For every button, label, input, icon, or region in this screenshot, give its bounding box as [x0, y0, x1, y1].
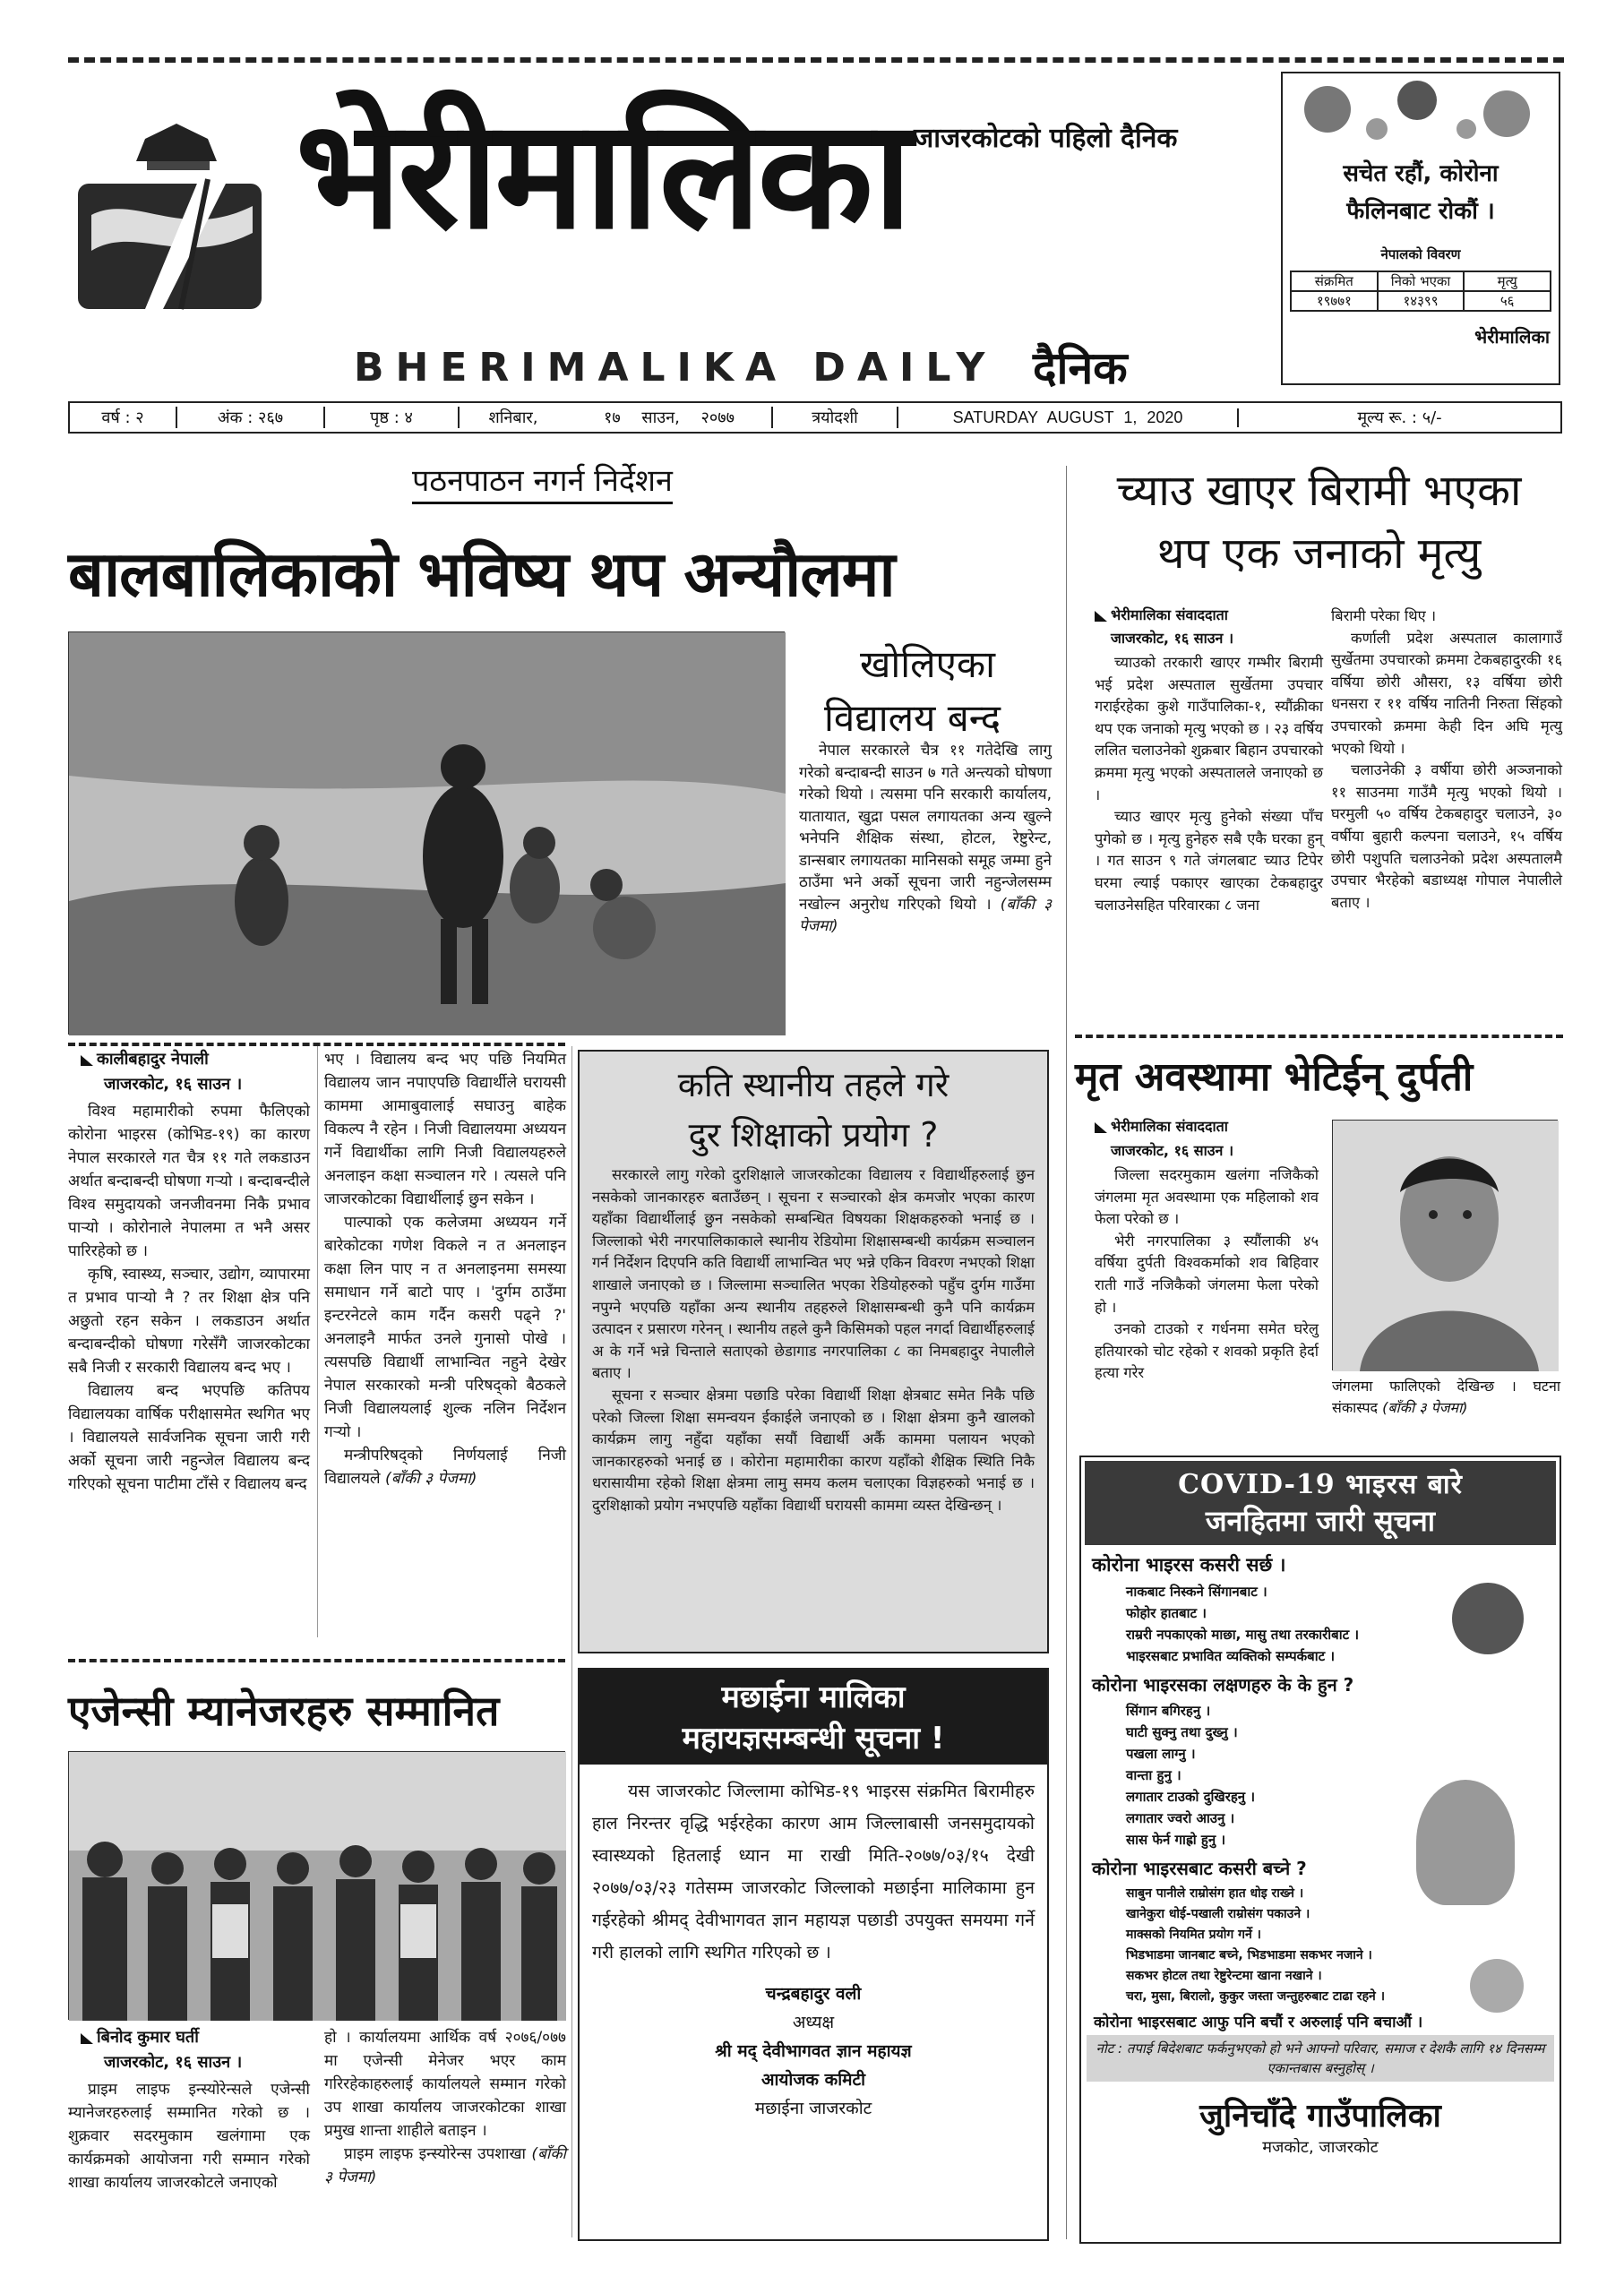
- agency-col2-p2: प्राइम लाइफ इन्स्योरेन्स उपशाखा (बाँकी ३ पेजमा): [324, 2145, 566, 2186]
- covid-ad-final: कोरोना भाइरसबाट आफु पनि बचौं र अरुलाई पनि बचाऔं ।: [1094, 2014, 1423, 2031]
- body-found-text: [1095, 1164, 1319, 1385]
- death-col2-p1: बिरामी परेका थिए ।: [1331, 607, 1437, 624]
- corona-table-heading: नेपालको विवरण: [1380, 246, 1461, 262]
- covid-ad: [1079, 1456, 1561, 2244]
- death-place: जाजरकोट, १६ साउन ।: [1111, 630, 1234, 647]
- notice-sign-org: श्री मद् देवीभागवत ज्ञान महायज्ञ: [715, 2041, 912, 2061]
- face-mask-icon: [1416, 1780, 1515, 1905]
- brand-english: BHERIMALIKA DAILY: [354, 345, 997, 391]
- agency-more[interactable]: (बाँकी ३ पेजमा): [324, 2145, 566, 2186]
- corona-table: [1290, 271, 1551, 312]
- lead-col1-p3: विद्यालय बन्द भएपछि कतिपय विद्यालयका वार्षिक परीक्षासमेत स्थगित भए । विद्यालयले सार्वजनिक सूचना जारी गरी अर्को सूचना जारी नहुन्जेल विद्यालय बन्द गरिएको सूचना पाटीमा टाँसे र विद्यालय बन्द: [68, 1382, 310, 1493]
- brand-title: भेरीमालिका: [296, 87, 909, 262]
- handwash-icon: [1470, 1959, 1524, 2013]
- death-head-2: थप एक जनाको मृत्यु: [1156, 528, 1482, 579]
- remote-p2: सूचना र सञ्चार क्षेत्रमा पछाडि परेका विद्यार्थी शिक्षा क्षेत्रबाट समेत निकै पछि परेको जिल्ला शिक्षा समन्वयन ईकाईले जनाएको छ । शिक्षा क्षेत्रमा कुनै खालको कार्यक्रम लागु नहुँदा यहाँका सयौं विद्यार्थी अर्कै काममा पलायन भएको जानकारहरुको भनाई छ । कोरोना महामारीका कारण यहाँको शैक्षिक स्थिति निकै धरासायीमा रहेको शिक्षा क्षेत्रमा लामु समय कलम चलाएका विज्ञहरुको भनाई छ । दुरशिक्षाको प्रयोग नभएपछि यहाँका विद्यार्थी घरायसी काममा व्यस्त देखिन्छन् ।: [592, 1386, 1035, 1514]
- value-recovered: १४३९९: [1403, 293, 1439, 309]
- covid-ad-l3-5: सकभर होटल तथा रेष्टुरेन्टमा खाना नखाने ।: [1126, 1969, 1322, 1983]
- col-rule-3: [571, 1046, 572, 2237]
- covid-ad-h1: कोरोना भाइरस कसरी सर्छ ।: [1092, 1554, 1286, 1576]
- lead-col-1: [68, 1100, 310, 1496]
- lead-side-head-2: विद्यालय बन्द: [824, 696, 1001, 740]
- agency-place: जाजरकोट, १६ साउन ।: [104, 2053, 243, 2072]
- agency-col-2: [324, 2026, 566, 2189]
- covid-ad-note: नोट : तपाई बिदेशबाट फर्कनुभएको हो भने आफ्नो परिवार, समाज र देशकै लागि १४ दिनसम्म एकान्तबास बस्नुहोस् ।: [1087, 2035, 1554, 2082]
- covid-ad-l2-3: पखला लाग्नु ।: [1126, 1746, 1196, 1762]
- death-col-2: [1331, 605, 1562, 914]
- lead-side-more[interactable]: (बाँकी ३ पेजमा): [799, 895, 1053, 935]
- notice-title-1: मछाईना मालिका: [721, 1679, 906, 1715]
- covid-ad-l1-2: फोहोर हातबाट ।: [1126, 1605, 1207, 1621]
- body-found-divider: [1075, 1035, 1563, 1038]
- covid-ad-l2-1: सिंगान बगिरहनु ।: [1126, 1703, 1211, 1719]
- lead-side-head-1: खोलिएका: [860, 642, 995, 686]
- lead-headline: बालबालिकाको भविष्य थप अन्यौलमा: [68, 537, 895, 611]
- virus-icon: [1452, 1583, 1524, 1654]
- agency-col1-p1: प्राइम लाइफ इन्स्योरेन्सले एजेन्सी म्यानेजरहरुलाई सम्मानित गरेको छ । शुक्रवार सदरमुकाम खलंगामा एक कार्यक्रमको आयोजना गरी सम्मान गरेको शाखा कार्यालय जाजरकोटले जनाएको: [68, 2081, 310, 2192]
- covid-ad-l3-6: चरा, मुसा, बिरालो, कुकुर जस्ता जन्तुहरुबाट टाढा रहने ।: [1126, 1989, 1385, 2004]
- body-found-byline: भेरीमालिका संवाददाता: [1095, 1115, 1228, 1138]
- agency-byline: बिनोद कुमार घर्ती: [81, 2026, 199, 2049]
- covid-ad-l2-2: घाटी सुक्नु तथा दुख्नु ।: [1126, 1724, 1238, 1740]
- body-found-caption: जंगलमा फालिएको देखिन्छ । घटना संकास्पद (बाँकी ३ पेजमा): [1332, 1378, 1560, 1416]
- remote-head-1: कति स्थानीय तहले गरे: [677, 1065, 949, 1104]
- lead-col1-p2: कृषि, स्वास्थ्य, सञ्चार, उद्योग, व्यापारमा त प्रभाव पार्‍यो नै ? तर शिक्षा क्षेत्र पनि अछुतो रहन सकेन । लकडाउन अर्थात बन्दाबन्दीको घोषणा गरेसँगै जाजरकोटका सबै निजी र सरकारी विद्यालय बन्द भए ।: [68, 1266, 310, 1377]
- lead-col2-p1: भए । विद्यालय बन्द भए पछि नियमित विद्यालय जान नपाएपछि विद्यार्थीले घरायसी काममा आमाबुवालाई सघाउनु बाहेक विकल्प नै रहेन । निजी विद्यालयमा अध्ययन गर्ने विद्यार्थीका लागि निजी विद्यालयहरुले अनलाइन कक्षा सञ्चालन गरे । त्यसले पनि जाजरकोटका विद्यार्थीलाई छुन सकेन ।: [324, 1051, 566, 1208]
- covid-ad-l1-4: भाइरसबाट प्रभावित व्यक्तिको सम्पर्कबाट ।: [1126, 1648, 1336, 1664]
- agency-divider: [68, 1659, 565, 1662]
- covid-ad-title-2: जनहितमा जारी सूचना: [1205, 1504, 1436, 1538]
- death-col-1: [1095, 652, 1323, 916]
- col-rule-2: [317, 1046, 318, 1637]
- remote-p1: सरकारले लागु गरेको दुरशिक्षाले जाजरकोटका विद्यालय र विद्यार्थीहरुलाई छुन नसकेको जानकारहरु बताउँछन् । सूचना र सञ्चारको क्षेत्र कमजोर भएका कारण यहाँका विद्यार्थीलाई छुन नसकेको सम्बन्धित विषयका शिक्षकहरुको भनाई छ । जिल्लाको भेरी नगरपालिकाकाले स्थानीय रेडियोमा शिक्षासम्बन्धी कार्यक्रम सञ्चालन गर्न निर्देशन दिएपनि कति विद्यार्थी लाभान्वित भए भन्ने एकिन विवरण नभएको शिक्षा शाखाले जनाएको छ । जिल्लामा सञ्चालित भएका रेडियोहरुको पहुँच दुर्गम गाउँमा नपुग्ने भएपछि यहाँका अन्य स्थानीय तहहरुले शिक्षासम्बन्धी कुनै पनि कार्यक्रम उत्पादन र प्रसारण गरेनन् । स्थानीय तहले कुनै किसिमको पहल नगर्दा विद्यार्थीहरुलाई अ के गर्ने भन्ने चिन्ताले सताएको छेडागाड नगरपालिका ८ का निमबहादुर नेपालीले बताए ।: [592, 1166, 1035, 1382]
- corona-box-logo: भेरीमालिका: [1474, 326, 1550, 348]
- body-found-place: जाजरकोट, १६ साउन ।: [1111, 1142, 1234, 1159]
- covid-ad-h3: कोरोना भाइरसबाट कसरी बच्ने ?: [1092, 1858, 1307, 1879]
- covid-ad-l2-6: लगातार ज्वरो आउनु ।: [1126, 1810, 1235, 1826]
- lead-photo: [68, 631, 785, 1035]
- dateline-date-en: SATURDAY AUGUST 1, 2020: [898, 408, 1239, 427]
- notice-sign-title: अध्यक्ष: [792, 2013, 835, 2032]
- body-found-p1: जिल्ला सदरमुकाम खलंगा नजिकैको जंगलमा मृत अवस्थामा एक महिलाको शव फेला परेको छ ।: [1095, 1166, 1319, 1228]
- col-rule-1: [1066, 466, 1067, 2239]
- death-head-1: च्याउ खाएर बिरामी भएका: [1116, 466, 1522, 516]
- covid-ad-l1-3: राम्ररी नपकाएको माछा, मासु तथा तरकारीबाट ।: [1126, 1627, 1360, 1643]
- covid-ad-l2-7: सास फेर्न गाह्रो हुनु ।: [1126, 1832, 1226, 1848]
- label-recovered: निको भएका: [1379, 272, 1464, 292]
- notice-box: [578, 1668, 1049, 2241]
- value-deaths: ५६: [1499, 293, 1515, 309]
- death-byline: भेरीमालिका संवाददाता: [1095, 604, 1228, 627]
- covid-ad-l3-3: माक्सको नियमित प्रयोग गर्ने ।: [1126, 1928, 1261, 1942]
- corona-slogan-1: सचेत रहौं, कोरोना: [1343, 160, 1499, 187]
- dateline-day: शनिबार,: [488, 408, 538, 427]
- lead-kicker: पठनपाठन नगर्न निर्देशन: [412, 459, 673, 504]
- death-col2-p2: कर्णाली प्रदेश अस्पताल कालागाउँ सुर्खेतमा उपचारको क्रममा टेकबहादुरकी १६ वर्षिया छोरी औसरा, १३ वर्षिया छोरी धनसरा र ११ वर्षिय नातिनी निरुता सिंहको उपचारको क्रममा केही दिन अघि मृत्यु भएको थियो ।: [1331, 629, 1562, 757]
- covid-ad-l2-4: वान्ता हुनु ।: [1126, 1767, 1181, 1783]
- remote-head-2: दुर शिक्षाको प्रयोग ?: [688, 1115, 939, 1155]
- death-col2-p3: चलाउनेकी ३ वर्षीया छोरी अञ्जनाको ११ साउनमा गाउँमै मृत्यु भएको थियो । घरमुली ५० वर्षिय टेकबहादुर चलाउने, ३० वर्षीया बुहारी कल्पना चलाउने, १५ वर्षिय छोरी पशुपति चलाउनेको प्रदेश अस्पतालमै उपचार भैरहेको बडाध्यक्ष गोपाल नेपालीले बताए ।: [1331, 761, 1562, 911]
- lead-side-text: [799, 740, 1052, 938]
- death-col1-p2: च्याउ खाएर मृत्यु हुनेको संख्या पाँच पुगेको छ । मृत्यु हुनेहरु सबै एकै घरका हुन् । गत साउन ९ गते जंगलबाट च्याउ टिपेर घरमा ल्याई पकाएर खाएका टेकबहादुर चलाउनेसहित परिवारका ८ जना: [1095, 808, 1323, 914]
- agency-col2-p1: हो । कार्यालयमा आर्थिक वर्ष २०७६/०७७ मा एजेन्सी मेनेजर भएर काम गरिरहेकाहरुलाई कार्यालयले सम्मान गरेको उप शाखा कार्यालय जाजरकोटका शाखा प्रमुख शान्ता शाहीले बताइन ।: [324, 2029, 566, 2140]
- lead-col2-p2: पाल्पाको एक कलेजमा अध्ययन गर्ने बारेकोटका गणेश विकले न त अनलाइन कक्षा लिन पाए न त अनलाइनमा समस्या समाधान गर्ने बाटो पाए । 'दुर्गम ठाउँमा इन्टरनेटले काम गर्दैन कसरी पढ्ने ?' अनलाइनै मार्फत उनले गुनासो पोखे । त्यसपछि विद्यार्थी लाभान्वित नहुने देखेर नेपाल सरकारको मन्त्री परिषद्को बैठकले निजी विद्यालयलाई शुल्क नलिन निर्देशन गर्‍यो ।: [324, 1214, 566, 1441]
- corona-slogan-2: फैलिनबाट रोकौं ।: [1346, 198, 1495, 225]
- lead-col2-more[interactable]: (बाँकी ३ पेजमा): [385, 1470, 477, 1488]
- covid-ad-l1-1: नाकबाट निस्कने सिंगानबाट ।: [1126, 1584, 1267, 1600]
- notice-sign-place: मछाईना जाजरकोट: [754, 2099, 872, 2118]
- covid-ad-footer-title: जुनिचाँदे गाउँपालिका: [1199, 2098, 1441, 2134]
- daily-label: दैनिक: [1033, 342, 1128, 394]
- notice-title-2: महायज्ञसम्बन्धी सूचना !: [682, 1721, 945, 1756]
- virus-graphic: [1283, 73, 1559, 145]
- body-found-more[interactable]: (बाँकी ३ पेजमा): [1382, 1399, 1468, 1416]
- label-deaths: मृत्यु: [1465, 272, 1550, 292]
- dateline-date-np: १७ साउन, २०७७: [567, 407, 773, 428]
- lead-col-2: [324, 1048, 566, 1490]
- remote-edu-box: [578, 1050, 1049, 1653]
- dateline-year: वर्ष : २: [70, 407, 177, 428]
- value-infected: १९७७१: [1316, 293, 1352, 309]
- tagline: जाजरकोटको पहिलो दैनिक: [914, 123, 1178, 154]
- body-found-p2: भेरी नगरपालिका ३ स्यौंलाकी ४५ वर्षिया दुर्पती विश्वकर्माको शव बिहिवार राती गाउँ नजिकैको जंगलमा फेला परेको हो ।: [1095, 1232, 1319, 1316]
- covid-ad-footer-place: मजकोट, जाजरकोट: [1262, 2138, 1379, 2157]
- lead-side-body: नेपाल सरकारले चैत्र ११ गतेदेखि लागु गरेको बन्दाबन्दी साउन ७ गते अन्त्यको घोषणा गरेको थियो । त्यसमा पनि सरकारी कार्यालय, यातायात, खुद्रा पसल लगायतका अन्य खुल्ने भनेपनि शैक्षिक संस्था, होटल, रेष्टुरेन्ट, डान्सबार लगायतका मानिसको समूह जम्मा हुने ठाउँमा भने अर्को सूचना जारी नहुन्जेलसम्म नखोल्न अनुरोध गरिएको थियो ।: [799, 742, 1052, 914]
- lead-place: जाजरकोट, १६ साउन ।: [104, 1075, 243, 1094]
- label-infected: संक्रमित: [1292, 272, 1377, 292]
- dateline-price: मूल्य रू. : ५/-: [1357, 408, 1442, 427]
- covid-ad-l3-1: साबुन पानीले राम्रोसंग हात धोइ राख्ने ।: [1126, 1886, 1304, 1901]
- dateline-tithi: त्रयोदशी: [773, 407, 898, 428]
- lead-byline: कालीबहादुर नेपाली: [81, 1048, 209, 1071]
- covid-ad-title-1: COVID-19 भाइरस बारे: [1178, 1469, 1463, 1500]
- body-found-photo: [1332, 1120, 1558, 1370]
- notice-title-bar: [580, 1670, 1047, 1765]
- body-found-headline: मृत अवस्थामा भेटिईन् दुर्पती: [1075, 1054, 1474, 1100]
- corona-box: [1281, 72, 1560, 385]
- dateline-issue: अंक : २६७: [177, 407, 325, 428]
- agency-photo: [68, 1751, 565, 2020]
- covid-ad-banner: [1085, 1461, 1556, 1545]
- covid-ad-h2: कोरोना भाइरसका लक्षणहरु के के हुन ?: [1092, 1674, 1354, 1696]
- dateline-bar: [68, 401, 1562, 434]
- covid-ad-l3-2: खानेकुरा धोई-पखाली राम्रोसंग पकाउने ।: [1126, 1907, 1310, 1921]
- agency-headline: एजेन्सी म्यानेजरहरु सम्मानित: [68, 1687, 500, 1735]
- notice-body: यस जाजरकोट जिल्लामा कोभिड-१९ भाइरस संक्रमित बिरामीहरु हाल निरन्तर वृद्धि भईरहेका कारण आम जिल्लाबासी जनसमुदायको स्वास्थ्यको हितलाई ध्यान मा राखी मिति-२०७७/०३/१५ देखी २०७७/०३/२३ गतेसम्म जाजरकोट जिल्लाको मछाईना मालिकामा हुन गईरहेको श्रीमद् देवीभागवत ज्ञान महायज्ञ पछाडी उपयुक्त समयमा गर्ने गरी हालको लागि स्थगित गरिएको छ ।: [592, 1781, 1035, 1962]
- body-found-p3: उनको टाउको र गर्धनमा समेत घरेलु हतियारको चोट रहेको र शवको प्रकृति हेर्दा हत्या गरेर: [1095, 1320, 1319, 1382]
- lead-col2-p3: मन्त्रीपरिषद्को निर्णयलाई निजी विद्यालयले (बाँकी ३ पेजमा): [324, 1447, 566, 1488]
- notice-sign-name: चन्द्रबहादुर वली: [765, 1984, 862, 2004]
- agency-col-1: [68, 2078, 310, 2194]
- covid-ad-l3-4: भिडभाडमा जानबाट बच्ने, भिडभाडमा सकभर नजाने ।: [1126, 1948, 1372, 1962]
- death-col1-p1: च्याउको तरकारी खाएर गम्भीर बिरामी भई प्रदेश अस्पताल सुर्खेतमा उपचार गराईरहेका कुशे गाउँपालिका-१, स्यौंक्रीका थप एक जनाको मृत्यु भएको छ । २३ वर्षिय ललित चलाउनेको शुक्रबार बिहान उपचारको क्रममा मृत्यु भएको अस्पतालले जनाएको छ ।: [1095, 654, 1323, 803]
- lead-col1-p1: विश्व महामारीको रुपमा फैलिएको कोरोना भाइरस (कोभिड-१९) का कारण नेपाल सरकारले गत चैत्र ११ गते लकडाउन अर्थात बन्दाबन्दी घोषणा गर्‍यो । बन्दाबन्दीले विश्व समुदायको जनजीवनमा निकै प्रभाव पार्‍यो । कोरोनाले नेपालमा त भनै असर पारिरहेको छ ।: [68, 1103, 310, 1260]
- masthead-emblem: [73, 107, 279, 313]
- covid-ad-l2-5: लगातार टाउको दुखिरहनु ।: [1126, 1789, 1256, 1805]
- notice-sign-committee: आयोजक कमिटी: [760, 2070, 866, 2090]
- dateline-pages: पृष्ठ : ४: [325, 407, 460, 428]
